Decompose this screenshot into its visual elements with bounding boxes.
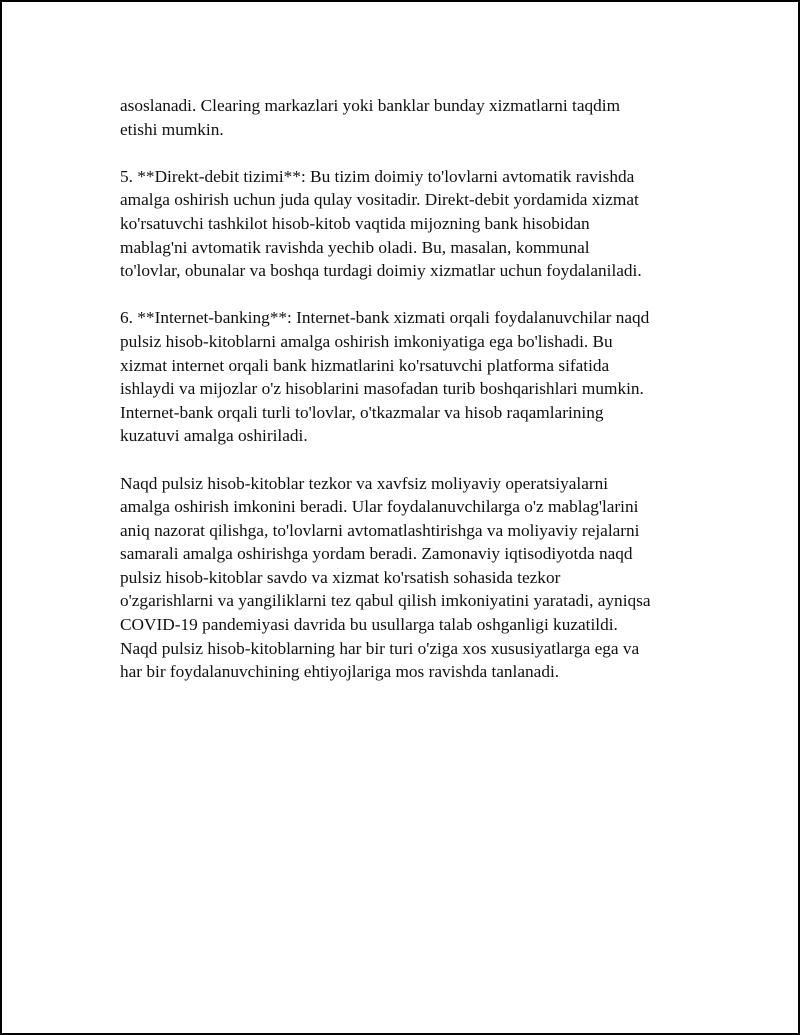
text-line: mablag'ni avtomatik ravishda yechib oladi. Bu, masalan, kommunal [120, 237, 590, 257]
text-line: Naqd pulsiz hisob-kitoblarning har bir turi o'ziga xos xususiyatlarga ega va [120, 638, 640, 658]
text-line: pulsiz hisob-kitoblar savdo va xizmat ko'rsatish sohasida tezkor [120, 567, 561, 587]
text-line: amalga oshirish uchun juda qulay vositadir. Direkt-debit yordamida xizmat [120, 190, 639, 210]
paragraph-clearing-continuation [120, 94, 700, 141]
text-line: to'lovlar, obunalar va boshqa turdagi doimiy xizmatlar uchun foydalaniladi. [120, 261, 642, 281]
text-line: aniq nazorat qilishga, to'lovlarni avtomatlashtirishga va moliyaviy rejalarni [120, 520, 640, 540]
text-line: o'zgarishlarni va yangiliklarni tez qabul qilish imkoniyatini yaratadi, ayniqsa [120, 591, 651, 611]
text-line: etishi mumkin. [120, 119, 224, 139]
text-line: 6. **Internet-banking**: Internet-bank xizmati orqali foydalanuvchilar naqd [120, 308, 650, 328]
text-line: samarali amalga oshirishga yordam beradi. Zamonaviy iqtisodiyotda naqd [120, 544, 633, 564]
text-line: ko'rsatuvchi tashkilot hisob-kitob vaqtida mijozning bank hisobidan [120, 213, 590, 233]
text-line: Naqd pulsiz hisob-kitoblar tezkor va xavfsiz moliyaviy operatsiyalarni [120, 473, 609, 493]
paragraph-direct-debit [120, 165, 700, 283]
text-line: pulsiz hisob-kitoblarni amalga oshirish imkoniyatiga ega bo'lishadi. Bu [120, 331, 613, 351]
text-line: 5. **Direkt-debit tizimi**: Bu tizim doimiy to'lovlarni avtomatik ravishda [120, 166, 635, 186]
text-line: kuzatuvi amalga oshiriladi. [120, 426, 308, 446]
paragraph-conclusion [120, 472, 700, 684]
text-line: ishlaydi va mijozlar o'z hisoblarini masofadan turib boshqarishlari mumkin. [120, 379, 644, 399]
text-line: har bir foydalanuvchining ehtiyojlariga mos ravishda tanlanadi. [120, 662, 560, 682]
text-line: amalga oshirish imkonini beradi. Ular foydalanuvchilarga o'z mablag'larini [120, 497, 639, 517]
text-line: Internet-bank orqali turli to'lovlar, o'tkazmalar va hisob raqamlarining [120, 402, 604, 422]
paragraph-internet-banking [120, 306, 700, 448]
text-line: xizmat internet orqali bank hizmatlarini ko'rsatuvchi platforma sifatida [120, 355, 610, 375]
text-line: asoslanadi. Clearing markazlari yoki banklar bunday xizmatlarni taqdim [120, 96, 621, 115]
text-line: COVID-19 pandemiyasi davrida bu usullarga talab oshganligi kuzatildi. [120, 615, 618, 635]
document-body [120, 94, 700, 707]
